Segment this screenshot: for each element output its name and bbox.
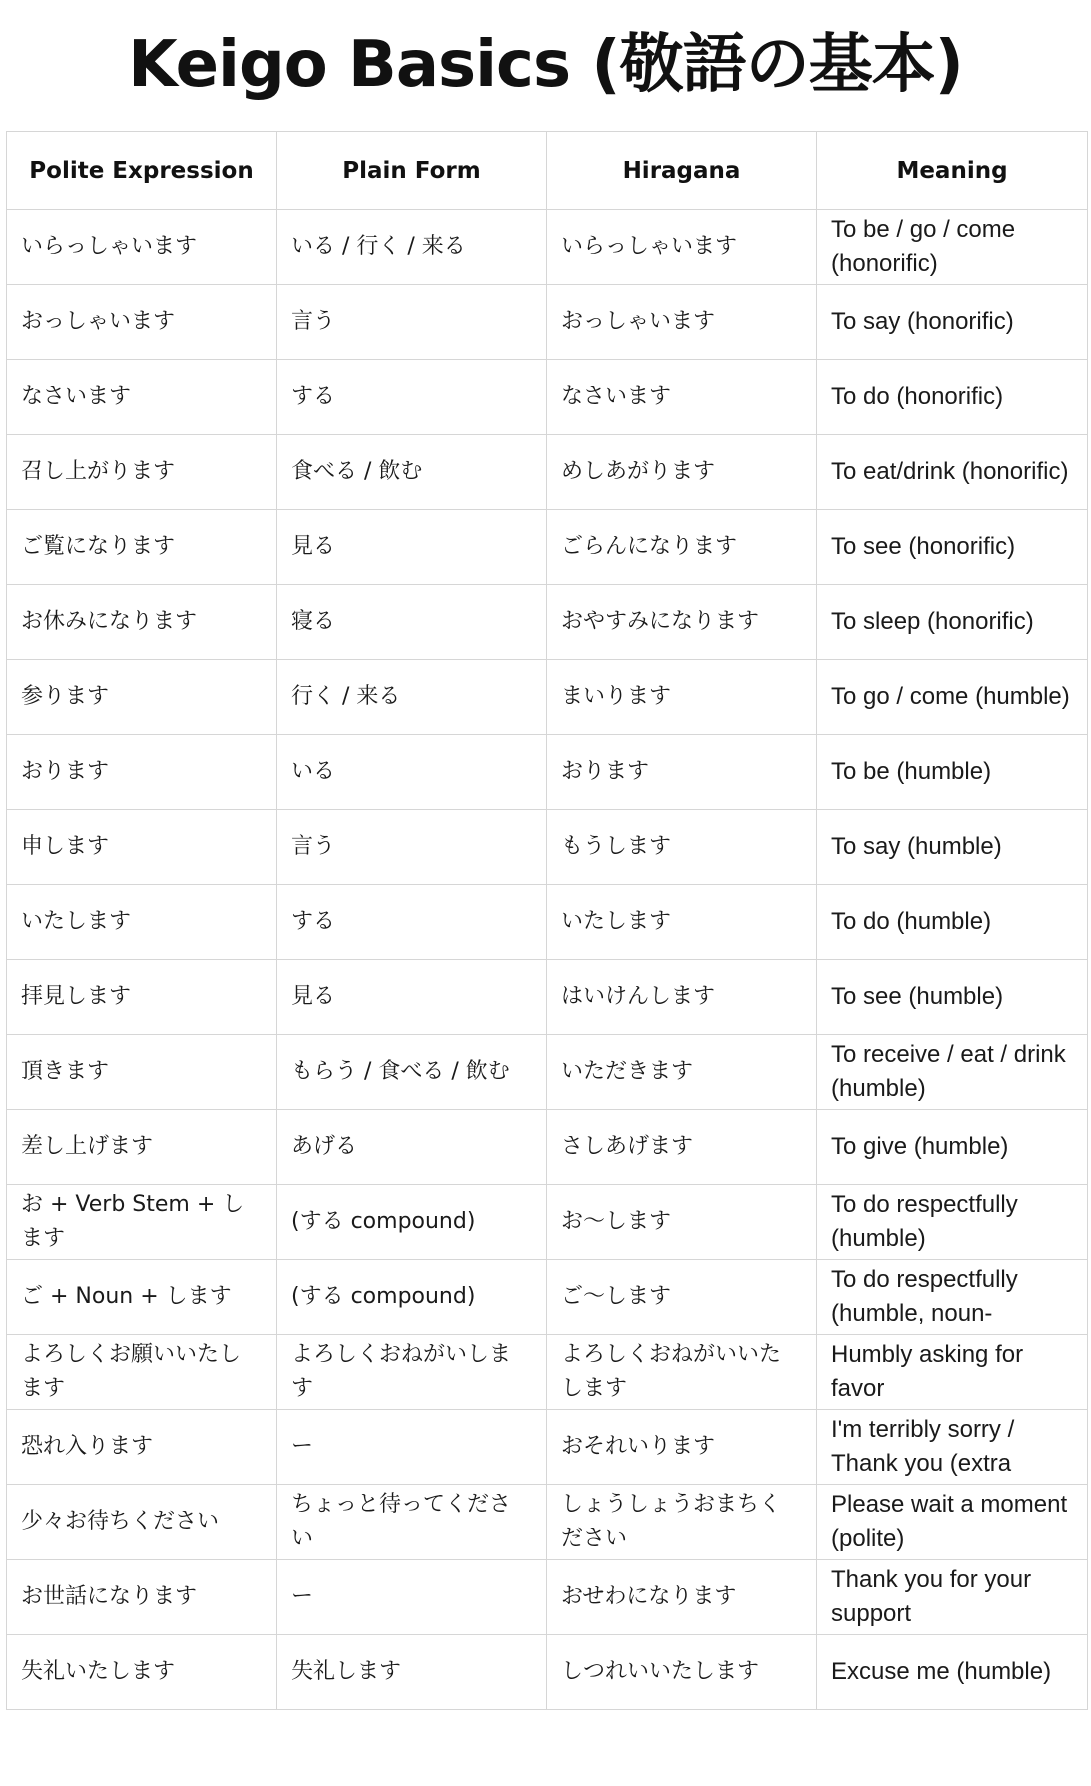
plain-form-cell <box>277 1410 547 1485</box>
cell-text: おっしゃいます <box>21 309 176 334</box>
cell-text: めしあがります <box>561 459 716 484</box>
cell-text: Please wait a moment (polite) <box>831 1491 1068 1552</box>
cell-text: To do (honorific) <box>831 383 1004 410</box>
polite-expression-cell <box>7 510 277 585</box>
cell-text: ちょっと待ってください <box>291 1492 512 1551</box>
cell-text: もらう / 食べる / 飲む <box>291 1059 510 1084</box>
meaning-cell <box>817 1485 1088 1560</box>
cell-text: (する compound) <box>291 1209 476 1234</box>
hiragana-cell <box>547 510 817 585</box>
cell-text: お〜します <box>561 1209 672 1234</box>
cell-text: いる <box>291 759 336 784</box>
cell-text: 見る <box>291 534 336 559</box>
cell-text: 失礼いたします <box>21 1659 176 1684</box>
cell-text: 行く / 来る <box>291 684 401 709</box>
table-row <box>7 510 1088 585</box>
cell-text: いらっしゃいます <box>561 234 738 259</box>
polite-expression-cell <box>7 360 277 435</box>
table-row <box>7 1335 1088 1410</box>
cell-text: おやすみになります <box>561 609 760 634</box>
cell-text: ー <box>291 1584 314 1609</box>
hiragana-cell <box>547 585 817 660</box>
cell-text: よろしくおねがいします <box>291 1342 512 1401</box>
cell-text: いただきます <box>561 1059 694 1084</box>
plain-form-cell <box>277 1560 547 1635</box>
cell-text: ご〜します <box>561 1284 672 1309</box>
meaning-cell <box>817 1260 1088 1335</box>
meaning-cell <box>817 735 1088 810</box>
cell-text: しょうしょうおまちください <box>561 1492 782 1551</box>
cell-text: To sleep (honorific) <box>831 608 1034 635</box>
cell-text: 差し上げます <box>21 1134 154 1159</box>
polite-expression-cell <box>7 960 277 1035</box>
table-row <box>7 1410 1088 1485</box>
table-row <box>7 1560 1088 1635</box>
meaning-cell <box>817 660 1088 735</box>
table-row <box>7 435 1088 510</box>
cell-text: 召し上がります <box>21 459 176 484</box>
header-hiragana: Hiragana <box>547 132 817 210</box>
meaning-cell <box>817 1635 1088 1710</box>
polite-expression-cell <box>7 735 277 810</box>
cell-text: よろしくお願いいたします <box>21 1342 242 1401</box>
hiragana-cell <box>547 660 817 735</box>
cell-text: ご + Noun + します <box>21 1284 232 1309</box>
cell-text: To say (honorific) <box>831 308 1014 335</box>
hiragana-cell <box>547 1335 817 1410</box>
polite-expression-cell <box>7 1035 277 1110</box>
cell-text: I'm terribly sorry / Thank you (extra <box>831 1416 1015 1477</box>
cell-text: おります <box>561 759 650 784</box>
meaning-cell <box>817 585 1088 660</box>
polite-expression-cell <box>7 285 277 360</box>
cell-text: To see (honorific) <box>831 533 1016 560</box>
cell-text: もうします <box>561 834 672 859</box>
plain-form-cell <box>277 1185 547 1260</box>
cell-text: To receive / eat / drink (humble) <box>831 1041 1066 1102</box>
cell-text: いる / 行く / 来る <box>291 234 466 259</box>
cell-text: なさいます <box>21 384 132 409</box>
meaning-cell <box>817 210 1088 285</box>
polite-expression-cell <box>7 1410 277 1485</box>
cell-text: To be / go / come (honorific) <box>831 216 1016 277</box>
table-row <box>7 1035 1088 1110</box>
cell-text: おそれいります <box>561 1434 716 1459</box>
plain-form-cell <box>277 585 547 660</box>
header-polite-expression: Polite Expression <box>7 132 277 210</box>
hiragana-cell <box>547 1560 817 1635</box>
polite-expression-cell <box>7 1335 277 1410</box>
cell-text: おせわになります <box>561 1584 737 1609</box>
cell-text: To do (humble) <box>831 908 992 935</box>
plain-form-cell <box>277 885 547 960</box>
polite-expression-cell <box>7 1635 277 1710</box>
cell-text: To see (humble) <box>831 983 1004 1010</box>
hiragana-cell <box>547 435 817 510</box>
cell-text: ご覧になります <box>21 534 176 559</box>
plain-form-cell <box>277 1335 547 1410</box>
meaning-cell <box>817 1560 1088 1635</box>
hiragana-cell <box>547 360 817 435</box>
polite-expression-cell <box>7 1110 277 1185</box>
plain-form-cell <box>277 810 547 885</box>
polite-expression-cell <box>7 660 277 735</box>
cell-text: To say (humble) <box>831 833 1002 860</box>
hiragana-cell <box>547 810 817 885</box>
polite-expression-cell <box>7 1485 277 1560</box>
cell-text: 言う <box>291 834 336 859</box>
keigo-table-container <box>6 131 1087 1710</box>
plain-form-cell <box>277 1110 547 1185</box>
cell-text: よろしくおねがいいたします <box>561 1342 782 1401</box>
cell-text: Humbly asking for favor <box>831 1341 1024 1402</box>
cell-text: 申します <box>21 834 110 859</box>
cell-text: 寝る <box>291 609 336 634</box>
cell-text: Thank you for your support <box>831 1566 1032 1627</box>
table-row <box>7 735 1088 810</box>
polite-expression-cell <box>7 1185 277 1260</box>
hiragana-cell <box>547 285 817 360</box>
table-row <box>7 960 1088 1035</box>
table-row <box>7 810 1088 885</box>
header-meaning: Meaning <box>817 132 1088 210</box>
page-title: Keigo Basics (敬語の基本) <box>128 28 963 102</box>
cell-text: お + Verb Stem + します <box>21 1192 245 1251</box>
cell-text: 言う <box>291 309 336 334</box>
table-header <box>7 132 1088 210</box>
cell-text: 頂きます <box>21 1059 110 1084</box>
cell-text: する <box>291 384 336 409</box>
plain-form-cell <box>277 210 547 285</box>
cell-text: ー <box>291 1434 314 1459</box>
hiragana-cell <box>547 1635 817 1710</box>
cell-text: (する compound) <box>291 1284 476 1309</box>
meaning-cell <box>817 360 1088 435</box>
cell-text: いたします <box>21 909 132 934</box>
table-row <box>7 1485 1088 1560</box>
cell-text: 見る <box>291 984 336 1009</box>
table-row <box>7 210 1088 285</box>
table-row <box>7 585 1088 660</box>
cell-text: To give (humble) <box>831 1133 1009 1160</box>
table-row <box>7 1185 1088 1260</box>
plain-form-cell <box>277 285 547 360</box>
cell-text: あげる <box>291 1134 358 1159</box>
cell-text: To do respectfully (humble) <box>831 1191 1018 1252</box>
meaning-cell <box>817 1110 1088 1185</box>
plain-form-cell <box>277 1260 547 1335</box>
cell-text: おっしゃいます <box>561 309 716 334</box>
plain-form-cell <box>277 435 547 510</box>
cell-text: する <box>291 909 336 934</box>
table-row <box>7 360 1088 435</box>
meaning-cell <box>817 960 1088 1035</box>
cell-text: いらっしゃいます <box>21 234 198 259</box>
plain-form-cell <box>277 1035 547 1110</box>
cell-text: 恐れ入ります <box>21 1434 154 1459</box>
cell-text: To do respectfully (humble, noun- <box>831 1266 1018 1327</box>
cell-text: 拝見します <box>21 984 132 1009</box>
table-row <box>7 1635 1088 1710</box>
hiragana-cell <box>547 1410 817 1485</box>
hiragana-cell <box>547 1185 817 1260</box>
table-row <box>7 660 1088 735</box>
plain-form-cell <box>277 960 547 1035</box>
cell-text: お休みになります <box>21 609 198 634</box>
polite-expression-cell <box>7 585 277 660</box>
polite-expression-cell <box>7 885 277 960</box>
cell-text: お世話になります <box>21 1584 198 1609</box>
header-row <box>7 132 1088 210</box>
table-body <box>7 210 1088 1710</box>
hiragana-cell <box>547 960 817 1035</box>
polite-expression-cell <box>7 1560 277 1635</box>
cell-text: To eat/drink (honorific) <box>831 458 1069 485</box>
plain-form-cell <box>277 735 547 810</box>
hiragana-cell <box>547 1260 817 1335</box>
meaning-cell <box>817 885 1088 960</box>
cell-text: 失礼します <box>291 1659 402 1684</box>
meaning-cell <box>817 1335 1088 1410</box>
meaning-cell <box>817 1035 1088 1110</box>
hiragana-cell <box>547 735 817 810</box>
polite-expression-cell <box>7 210 277 285</box>
plain-form-cell <box>277 510 547 585</box>
cell-text: しつれいいたします <box>561 1659 760 1684</box>
cell-text: ごらんになります <box>561 534 738 559</box>
cell-text: さしあげます <box>561 1134 694 1159</box>
meaning-cell <box>817 810 1088 885</box>
plain-form-cell <box>277 1485 547 1560</box>
meaning-cell <box>817 1410 1088 1485</box>
polite-expression-cell <box>7 810 277 885</box>
meaning-cell <box>817 285 1088 360</box>
table-row <box>7 1110 1088 1185</box>
header-plain-form: Plain Form <box>277 132 547 210</box>
cell-text: いたします <box>561 909 672 934</box>
hiragana-cell <box>547 1110 817 1185</box>
polite-expression-cell <box>7 1260 277 1335</box>
table-row <box>7 885 1088 960</box>
plain-form-cell <box>277 1635 547 1710</box>
polite-expression-cell <box>7 435 277 510</box>
hiragana-cell <box>547 1035 817 1110</box>
table-row <box>7 285 1088 360</box>
table-row <box>7 1260 1088 1335</box>
meaning-cell <box>817 510 1088 585</box>
meaning-cell <box>817 1185 1088 1260</box>
cell-text: まいります <box>561 684 672 709</box>
cell-text: おります <box>21 759 110 784</box>
keigo-table <box>6 131 1088 1710</box>
cell-text: To go / come (humble) <box>831 683 1070 710</box>
cell-text: To be (humble) <box>831 758 992 785</box>
cell-text: 食べる / 飲む <box>291 459 423 484</box>
cell-text: なさいます <box>561 384 672 409</box>
plain-form-cell <box>277 360 547 435</box>
cell-text: はいけんします <box>561 984 716 1009</box>
hiragana-cell <box>547 1485 817 1560</box>
cell-text: 参ります <box>21 684 110 709</box>
hiragana-cell <box>547 210 817 285</box>
cell-text: Excuse me (humble) <box>831 1658 1052 1685</box>
plain-form-cell <box>277 660 547 735</box>
meaning-cell <box>817 435 1088 510</box>
hiragana-cell <box>547 885 817 960</box>
cell-text: 少々お待ちください <box>21 1509 220 1534</box>
